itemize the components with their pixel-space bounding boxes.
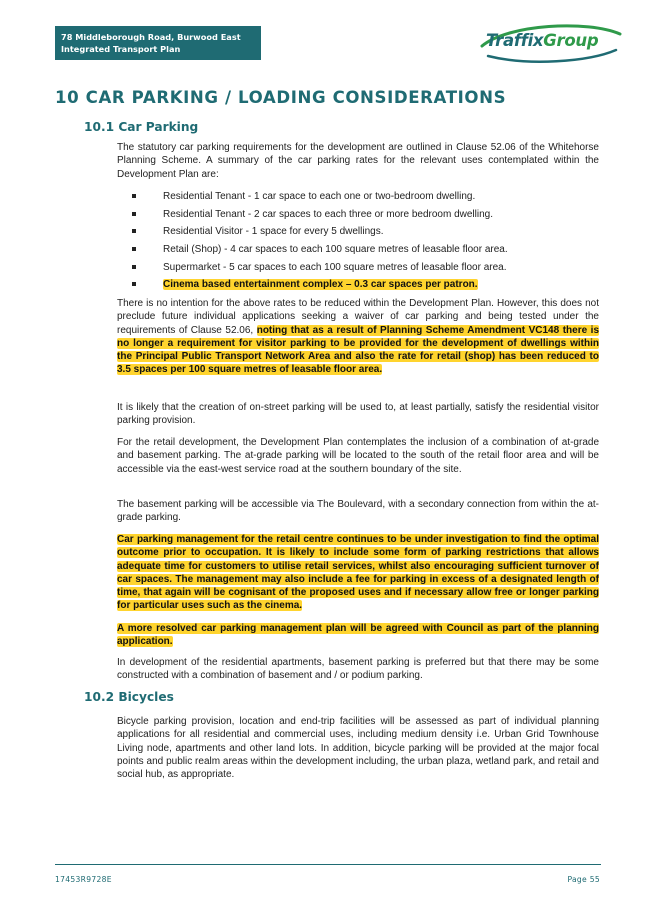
- footer-doc-ref: 17453R9728E: [55, 875, 112, 884]
- car-parking-paragraph-7: [117, 622, 599, 649]
- list-item: Residential Tenant - 1 car space to each one or two-bedroom dwelling.: [117, 190, 599, 203]
- list-item: Retail (Shop) - 4 car spaces to each 100 square metres of leasable floor area.: [117, 243, 599, 256]
- list-item: Supermarket - 5 car spaces to each 100 square metres of leasable floor area.: [117, 261, 599, 274]
- bicycles-paragraph: Bicycle parking provision, location and end-trip facilities will be assessed as part of individual planning applications for all residential and commercial uses, including medium density i.e. Urban Grid Townhouse Living node, apartments and other land lots. In addition, bicycle parking will be provided at the major focal points and public realm areas within the development including, the urban plaza, wetland park, and retail and social hub, as appropriate.: [117, 716, 599, 781]
- bullet-square-icon: [132, 229, 136, 233]
- car-parking-paragraph-4: For the retail development, the Development Plan contemplates the inclusion of a combination of at-grade and basement parking. The at-grade parking will be located to the south of the retail floor area and will be accessible via the east-west service road at the southern boundary of the site.: [117, 437, 599, 475]
- logo-wordmark: [486, 31, 598, 50]
- header-bar: [55, 26, 261, 60]
- header-report-title: Integrated Transport Plan: [61, 44, 181, 54]
- header-address: 78 Middleborough Road, Burwood East: [61, 32, 241, 42]
- section-heading: 10 CAR PARKING / LOADING CONSIDERATIONS: [55, 88, 507, 107]
- traffix-group-logo: [478, 22, 624, 66]
- car-parking-paragraph-3: It is likely that the creation of on-street parking will be used to, at least partially, satisfy the residential visitor parking provision.: [117, 402, 599, 427]
- car-parking-heading: 10.1 Car Parking: [84, 120, 199, 134]
- car-parking-paragraph-8: In development of the residential apartments, basement parking is preferred but that there may be some constructed with a combination of basement and / or podium parking.: [117, 657, 599, 682]
- bullet-square-icon: [132, 265, 136, 269]
- bullet-square-icon: [132, 212, 136, 216]
- car-parking-paragraph-5: The basement parking will be accessible via The Boulevard, with a secondary connection from within the at-grade parking.: [117, 499, 599, 524]
- car-parking-intro: The statutory car parking requirements for the development are outlined in Clause 52.06 of the Whitehorse Planning Scheme. A summary of the car parking rates for the relevant uses contemplated within the Development Plan are:: [117, 142, 599, 180]
- bicycles-heading: 10.2 Bicycles: [84, 690, 174, 704]
- parking-rates-list: [117, 190, 599, 296]
- car-parking-paragraph-2: There is no intention for the above rates to be reduced within the Development Plan. However, this does not preclude future individual applications seeking a waiver of car parking and being tested under the requirements of Clause 52.06, noting that as a result of Planning Scheme Amendment VC148 there is no longer a requirement for visitor parking to be provided for the development of dwellings within the Principal Public Transport Network Area and also the rate for retail (shop) has been reduced to 3.5 spaces per 100 square metres of leasable floor area.: [117, 298, 599, 376]
- footer-divider: [55, 864, 601, 865]
- highlighted-amendment-text: noting that as a result of Planning Scheme Amendment VC148 there is no longer a requirement for visitor parking to be provided for the development of dwellings within the Principal Public Transport Network Area and also the rate for retail (shop) has been reduced to 3.5 spaces per 100 square metres of leasable floor area.: [117, 324, 599, 376]
- bullet-square-icon: [132, 282, 136, 286]
- list-item: Residential Tenant - 2 car spaces to each three or more bedroom dwelling.: [117, 208, 599, 221]
- bullet-square-icon: [132, 194, 136, 198]
- highlighted-management-text: Car parking management for the retail centre continues to be under investigation to find the optimal outcome prior to occupation. It is likely to include some form of parking restrictions that allows adequate time for customers to utilise retail services, whilst also encouraging sufficient turnover of car spaces. The management may also include a fee for parking in excess of a designated length of time, that again will be cognisant of the proposed uses and if necessary allow free or longer parking for particular uses such as the cinema.: [117, 534, 599, 612]
- car-parking-paragraph-6: [117, 533, 599, 613]
- logo-wordmark-part2: Group: [543, 31, 599, 50]
- list-item: [117, 278, 599, 291]
- bullet-square-icon: [132, 247, 136, 251]
- footer-page-number: Page 55: [567, 875, 600, 884]
- list-item: Residential Visitor - 1 space for every 5 dwellings.: [117, 225, 599, 238]
- logo-wordmark-part1: Traffix: [486, 31, 544, 50]
- highlighted-bullet-text: Cinema based entertainment complex – 0.3 car spaces per patron.: [163, 279, 478, 291]
- highlighted-plan-text: A more resolved car parking management plan will be agreed with Council as part of the planning application.: [117, 623, 599, 648]
